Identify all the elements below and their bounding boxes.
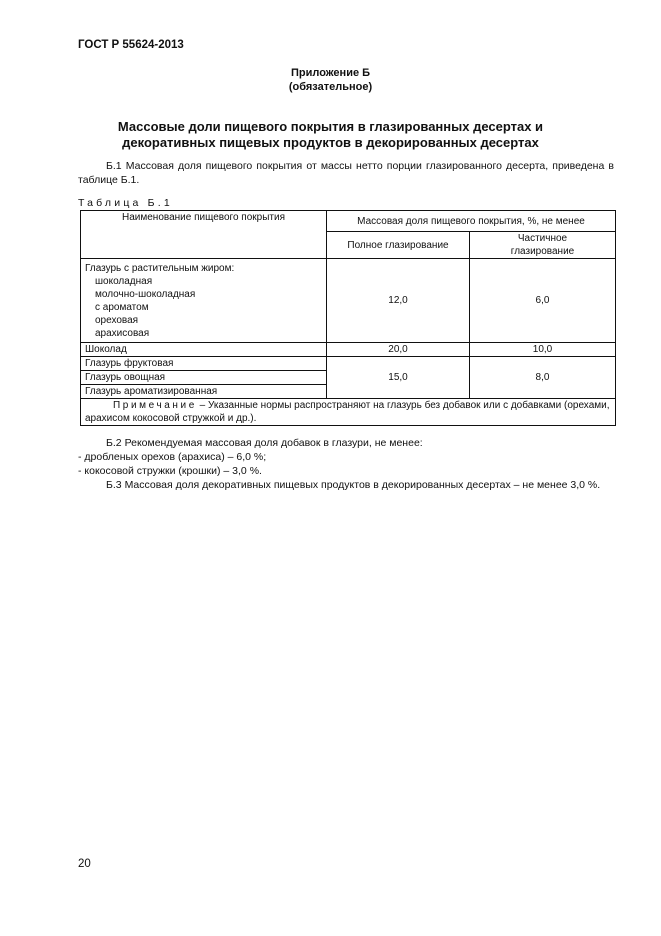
note-label: Примечание bbox=[113, 400, 197, 411]
other-glaze-name: Глазурь овощная bbox=[81, 371, 327, 385]
other-group-partial-value: 8,0 bbox=[470, 357, 616, 399]
page-number: 20 bbox=[78, 858, 91, 870]
list-item: шоколадная bbox=[95, 276, 153, 287]
table-row bbox=[81, 357, 616, 371]
paragraph-b2-intro: Б.2 Рекомендуемая массовая доля добавок в глазури, не менее: bbox=[106, 437, 423, 449]
glaze-group-full-value: 12,0 bbox=[327, 259, 470, 343]
list-item: ореховая bbox=[95, 315, 139, 326]
list-item: с ароматом bbox=[95, 302, 149, 313]
chocolate-full-value: 20,0 bbox=[327, 343, 470, 357]
paragraph-b2-item-2: - кокосовой стружки (крошки) – 3,0 %. bbox=[78, 465, 262, 477]
glaze-group-title: Глазурь с растительным жиром: bbox=[85, 263, 235, 274]
table-row bbox=[81, 343, 616, 357]
document-header: ГОСТ Р 55624-2013 bbox=[78, 39, 184, 51]
other-group-full-value: 15,0 bbox=[327, 357, 470, 399]
list-item: молочно-шоколадная bbox=[95, 289, 196, 300]
table-header-row bbox=[81, 211, 616, 232]
header-full-glazing: Полное глазирование bbox=[327, 232, 470, 259]
header-partial-glazing: Частичное глазирование bbox=[470, 232, 616, 259]
list-item: арахисовая bbox=[95, 328, 150, 339]
header-name: Наименование пищевого покрытия bbox=[81, 211, 327, 259]
chocolate-name: Шоколад bbox=[81, 343, 327, 357]
table-row bbox=[81, 259, 616, 343]
table-caption: Таблица Б.1 bbox=[78, 197, 173, 209]
header-share: Массовая доля пищевого покрытия, %, не менее bbox=[327, 211, 616, 232]
other-glaze-name: Глазурь ароматизированная bbox=[81, 385, 327, 399]
paragraph-b1: Б.1 Массовая доля пищевого покрытия от массы нетто порции глазированного десерта, приведена в таблице Б.1. bbox=[78, 160, 614, 186]
coating-table bbox=[80, 210, 616, 426]
appendix-title: Приложение Б bbox=[290, 67, 371, 79]
paragraph-b2-item-1: - дробленых орехов (арахиса) – 6,0 %; bbox=[78, 451, 267, 463]
main-title-line-2: декоративных пищевых продуктов в декорированных десертах bbox=[122, 135, 539, 150]
other-glaze-name: Глазурь фруктовая bbox=[81, 357, 327, 371]
main-title-line-1: Массовые доли пищевого покрытия в глазированных десертах и bbox=[117, 119, 544, 134]
table-note bbox=[81, 399, 616, 426]
glaze-group-cell bbox=[81, 259, 327, 343]
note-text: – Указанные нормы распространяют на глазурь без добавок или с добавками (орехами, арахисом кокосовой стружкой и др.). bbox=[85, 400, 610, 424]
paragraph-b3: Б.3 Массовая доля декоративных пищевых продуктов в декорированных десертах – не менее 3,0 %. bbox=[106, 479, 601, 491]
table-note-row bbox=[81, 399, 616, 426]
chocolate-partial-value: 10,0 bbox=[470, 343, 616, 357]
appendix-status: (обязательное) bbox=[288, 81, 373, 93]
glaze-group-partial-value: 6,0 bbox=[470, 259, 616, 343]
